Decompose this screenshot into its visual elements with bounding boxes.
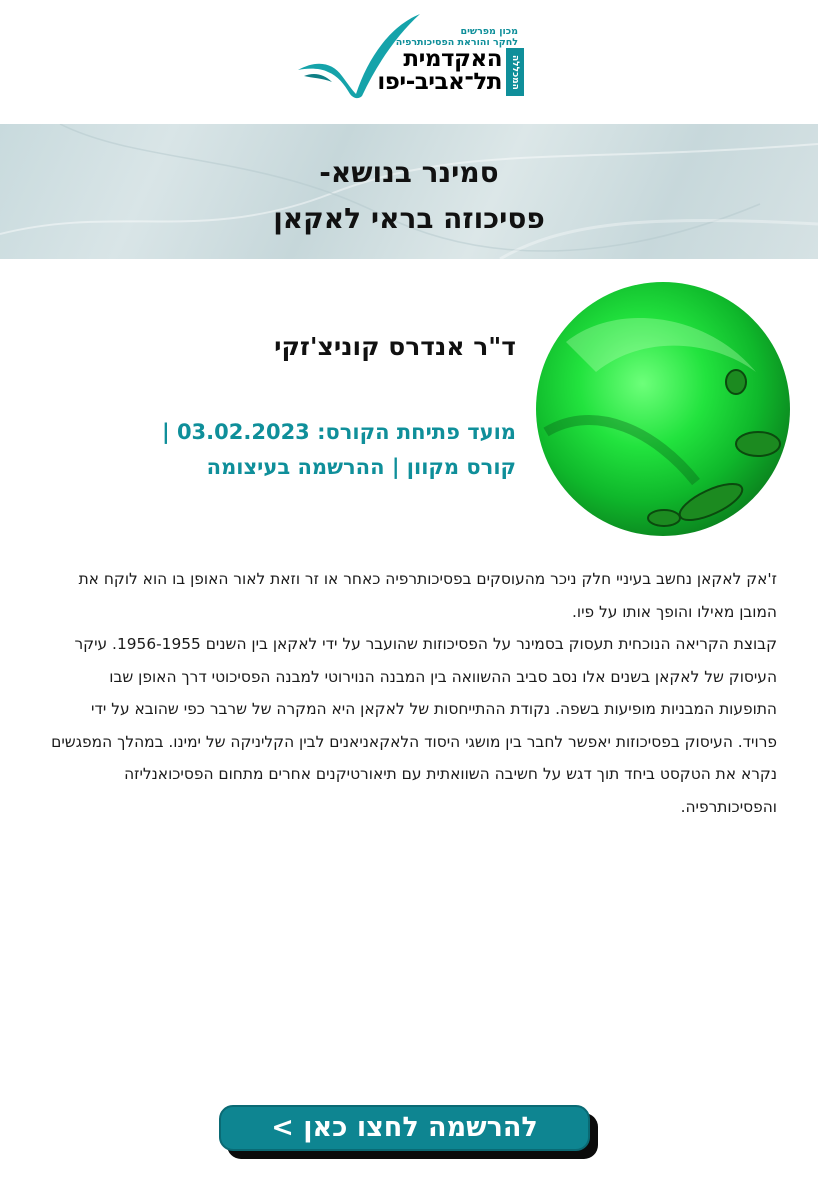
shells-illustration (536, 282, 790, 536)
logo-title (377, 48, 502, 94)
description-paragraph-1: ז'אק לאקאן נחשב בעיניי חלק ניכר מהעוסקים בפסיכותרפיה כאחר או זר וזאת לאור האופן בו הוא לוקח את המובן מאילו והופך אותו על פיו. (78, 570, 777, 621)
description-paragraph-2: קבוצת הקריאה הנוכחית תעסוק בסמינר על הפסיכוזות שהועבר על ידי לאקאן בין השנים 1956-1955. עיקר העיסוק של לאקאן בשנים אלו נסב סביב ההשוואה בין המבנה הנוירוטי למבנה הפסיכוטי דרך האופן שבו התופעות המבניות מופיעות בשפה. נקודת ההתייחסות של לאקאן היא המקרה של שרבר כפי שהובא על ידי פרויד. העיסוק בפסיכוזות יאפשר לחבר בין מושגי היסוד הלאקאניאנים לבין הקליניקה של ימינו. במהלך המפגשים נקרא את הטקסט ביחד תוך דגש על חשיבה השוואתית עם תיאורטיקנים אחרים מתחום הפסיכואנליזה והפסיכותרפיה. (51, 635, 777, 816)
page-title-line-2: פסיכוזה בראי לאקאן (273, 202, 545, 235)
logo (298, 10, 524, 100)
seminar-photo (536, 282, 790, 536)
seminar-description (48, 563, 777, 823)
logo-line-1: מכון מפרשים (460, 26, 518, 37)
logo-tag-text: המכללה (510, 54, 520, 90)
logo-line-3: האקדמית (403, 46, 502, 72)
register-button[interactable]: להרשמה לחצו כאן > (219, 1105, 590, 1151)
logo-line-2: לחקר והוראת הפסיכותרפיה (395, 37, 518, 48)
page-title (0, 150, 818, 242)
course-format: קורס מקוון | ההרשמה בעיצומה (206, 455, 516, 479)
logo-subtitle (396, 26, 518, 48)
logo-line-4: תל־אביב-יפו (377, 69, 502, 95)
logo-tag (506, 48, 524, 96)
speaker-name: ד"ר אנדרס קוניצ'זקי (274, 332, 516, 361)
page-title-line-1: סמינר בנושא- (319, 156, 499, 189)
course-start-date: מועד פתיחת הקורס: 03.02.2023 | (161, 420, 516, 444)
